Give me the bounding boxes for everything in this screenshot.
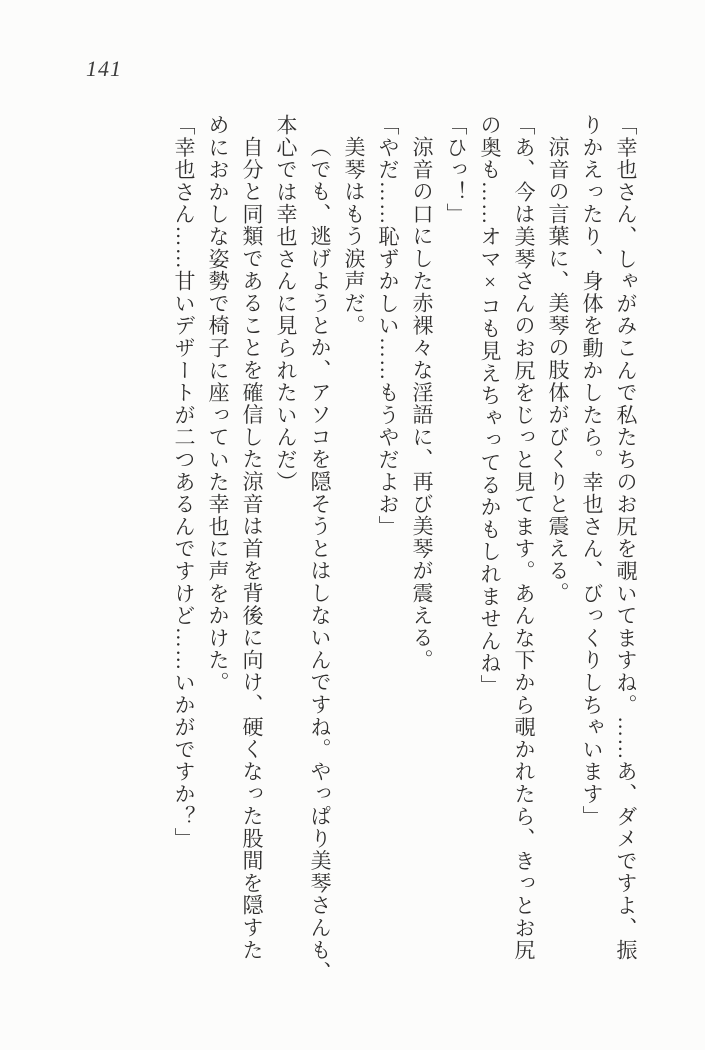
text-line: 本心では幸也さんに見られたいんだ）	[274, 114, 298, 494]
text-line: （でも、逃げようとか、アソコを隠そうとはしないんですね。やっぱり美琴さんも、	[308, 136, 332, 984]
text-line: 涼音の言葉に、美琴の肢体がびくりと震える。	[546, 136, 570, 605]
text-line: 「あ、今は美琴さんのお尻をじっと見てます。あんな下から覗かれたら、きっとお尻	[512, 114, 536, 962]
page-number: 141	[86, 56, 122, 81]
text-line: 「ひっ！」	[444, 114, 468, 226]
text-line: めにおかしな姿勢で椅子に座っていた幸也に声をかけた。	[206, 114, 230, 694]
text-line: 「やだ……恥ずかしい……もうやだよお」	[376, 114, 400, 538]
text-line: 「幸也さん……甘いデザートが二つあるんですけど……いかがですか？」	[172, 114, 196, 850]
text-line: 美琴はもう涙声だ。	[342, 136, 366, 337]
text-line: 自分と同類であることを確信した涼音は首を背後に向け、硬くなった股間を隠すた	[240, 136, 264, 962]
text-line: りかえったり、身体を動かしたら。幸也さん、びっくりしちゃいます」	[580, 114, 604, 828]
text-line: 「幸也さん、しゃがみこんで私たちのお尻を覗いてますね。……あ、ダメですよ、振	[614, 114, 638, 962]
text-line: 涼音の口にした赤裸々な淫語に、再び美琴が震える。	[410, 136, 434, 672]
vertical-text-block	[167, 114, 643, 984]
text-line: の奥も……オマ×コも見えちゃってるかもしれませんね」	[478, 114, 502, 697]
